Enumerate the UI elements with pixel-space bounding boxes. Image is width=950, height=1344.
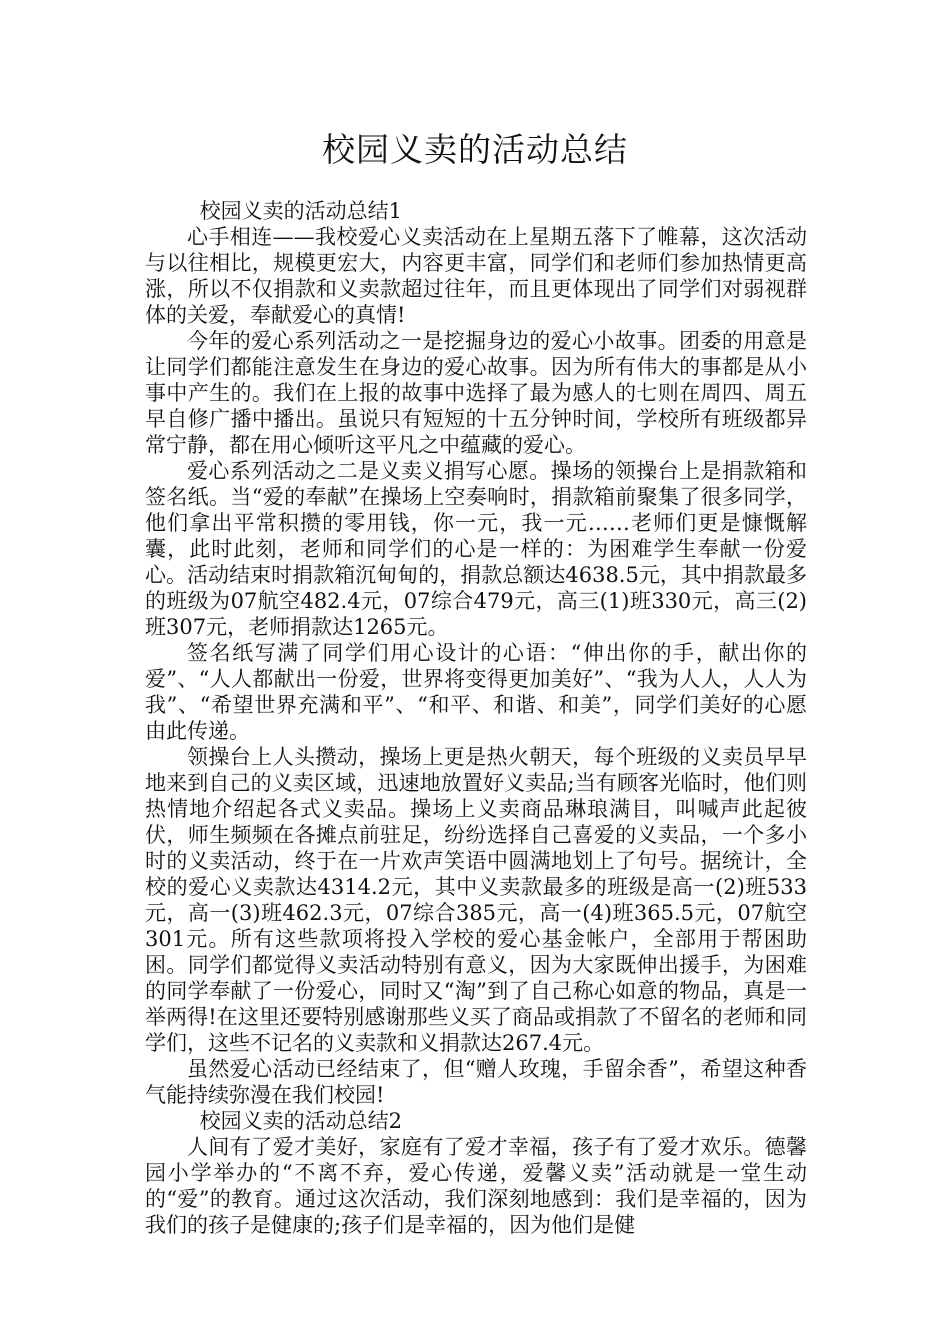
paragraph-charity-sale: 领操台上人头攒动，操场上更是热火朝天，每个班级的义卖员早早地来到自己的义卖区域，迅速地放置好义卖品;当有顾客光临时，他们则热情地介绍起各式义卖品。操场上义卖商品琳琅满目，叫喊声此起彼伏，师生频频在各摊点前驻足，纷纷选择自己喜爱的义卖品，一个多小时的义卖活动，终于在一片欢声笑语中圆满地划上了句号。据统计，全校的爱心义卖款达4314.2元，其中义卖款最多的班级是高一(2)班533元，高一(3)班462.3元，07综合385元，高一(4)班365.5元，07航空301元。所有这些款项将投入学校的爱心基金帐户，全部用于帮困助困。同学们都觉得义卖活动特别有意义，因为大家既伸出援手，为困难的同学奉献了一份爱心，同时又“淘”到了自己称心如意的物品，真是一举两得!在这里还要特别感谢那些义买了商品或捐款了不留名的老师和同学们，这些不记名的义卖款和义捐款达267.4元。	[145, 745, 807, 1055]
paragraph-closing: 虽然爱心活动已经结束了，但“赠人玫瑰，手留余香”，希望这种香气能持续弥漫在我们校园!	[145, 1057, 807, 1107]
section-heading-2: 校园义卖的活动总结2	[199, 1109, 402, 1133]
paragraph-donations: 爱心系列活动之二是义卖义捐写心愿。操场的领操台上是捐款箱和签名纸。当“爱的奉献”在操场上空奏响时，捐款箱前聚集了很多同学，他们拿出平常积攒的零用钱，你一元，我一元……老师们更是慷慨解囊，此时此刻，老师和同学们的心是一样的：为困难学生奉献一份爱心。活动结束时捐款箱沉甸甸的，捐款总额达4638.5元，其中捐款最多的班级为07航空482.4元，07综合479元，高三(1)班330元，高三(2)班307元，老师捐款达1265元。	[145, 459, 807, 639]
section-heading-1: 校园义卖的活动总结1	[199, 199, 402, 223]
document-body	[145, 198, 807, 1238]
document-title: 校园义卖的活动总结	[322, 130, 628, 169]
paragraph-section2-intro: 人间有了爱才美好，家庭有了爱才幸福，孩子有了爱才欢乐。德馨园小学举办的“不离不弃，爱心传递，爱馨义卖”活动就是一堂生动的“爱”的教育。通过这次活动，我们深刻地感到：我们是幸福的，因为我们的孩子是健康的;孩子们是幸福的，因为他们是健	[145, 1135, 807, 1237]
paragraph-stories: 今年的爱心系列活动之一是挖掘身边的爱心小故事。团委的用意是让同学们都能注意发生在身边的爱心故事。因为所有伟大的事都是从小事中产生的。我们在上报的故事中选择了最为感人的七则在周四、周五早自修广播中播出。虽说只有短短的十五分钟时间，学校所有班级都异常宁静，都在用心倾听这平凡之中蕴藏的爱心。	[145, 329, 807, 457]
paragraph-signatures: 签名纸写满了同学们用心设计的心语：“伸出你的手，献出你的爱”、“人人都献出一份爱，世界将变得更加美好”、“我为人人，人人为我”、“希望世界充满和平”、“和平、和谐、和美”，同学们美好的心愿由此传递。	[145, 641, 807, 743]
paragraph-intro: 心手相连——我校爱心义卖活动在上星期五落下了帷幕，这次活动与以往相比，规模更宏大，内容更丰富，同学们和老师们参加热情更高涨，所以不仅捐款和义卖款超过往年，而且更体现出了同学们对弱视群体的关爱，奉献爱心的真情!	[145, 225, 807, 327]
